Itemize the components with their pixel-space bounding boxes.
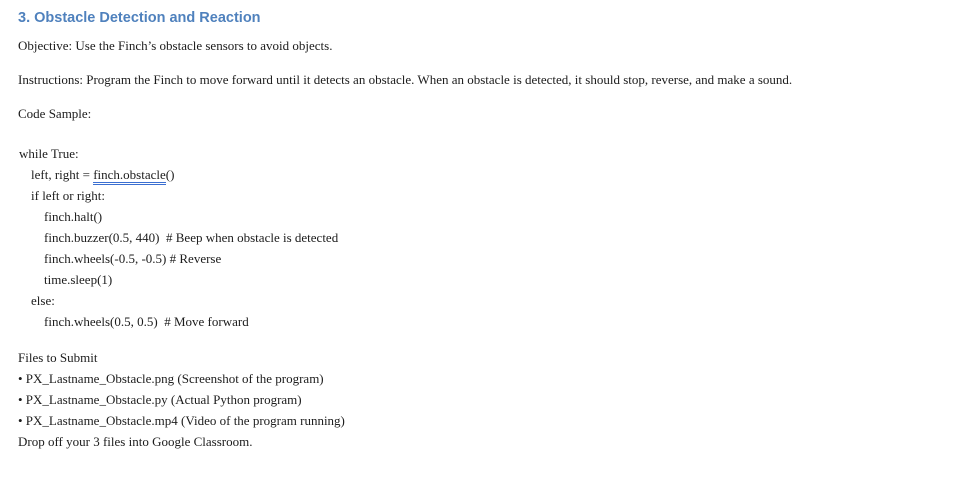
code-line [18, 290, 969, 311]
code-text: finch.wheels(-0.5, -0.5) # Reverse [44, 251, 222, 266]
code-text: left, right = [31, 167, 94, 182]
code-text: finch.wheels(0.5, 0.5) # Move forward [44, 314, 249, 329]
code-line [18, 269, 969, 290]
file-item-mp4: • PX_Lastname_Obstacle.mp4 (Video of the program running) [18, 413, 345, 428]
file-item-png: • PX_Lastname_Obstacle.png (Screenshot of the program) [18, 371, 324, 386]
drop-off-note: Drop off your 3 files into Google Classroom. [18, 434, 253, 449]
code-text: () [165, 167, 175, 182]
code-text: finch.buzzer(0.5, 440) # Beep when obstacle is detected [44, 230, 339, 245]
code-line [18, 311, 969, 332]
code-text: time.sleep(1) [44, 272, 113, 287]
code-line [18, 185, 969, 206]
code-sample-label: Code Sample: [18, 106, 92, 121]
instructions-paragraph: Instructions: Program the Finch to move forward until it detects an obstacle. When an obstacle is detected, it should stop, reverse, and make a sound. [18, 72, 793, 87]
code-text: else: [31, 293, 55, 308]
code-line [18, 164, 969, 185]
grammar-check-underlined-text: finch.obstacle [93, 167, 166, 185]
code-line [18, 227, 969, 248]
code-line [18, 143, 969, 164]
file-item-py: • PX_Lastname_Obstacle.py (Actual Python program) [18, 392, 302, 407]
code-text: if left or right: [31, 188, 106, 203]
code-text: while True: [19, 146, 79, 161]
code-text: finch.halt() [44, 209, 103, 224]
code-line [18, 248, 969, 269]
section-heading: 3. Obstacle Detection and Reaction [18, 10, 261, 26]
objective-paragraph: Objective: Use the Finch’s obstacle sensors to avoid objects. [18, 38, 333, 53]
files-to-submit-title: Files to Submit [18, 350, 98, 365]
code-sample-block [18, 143, 969, 332]
files-to-submit-block [18, 347, 969, 452]
code-line [18, 206, 969, 227]
